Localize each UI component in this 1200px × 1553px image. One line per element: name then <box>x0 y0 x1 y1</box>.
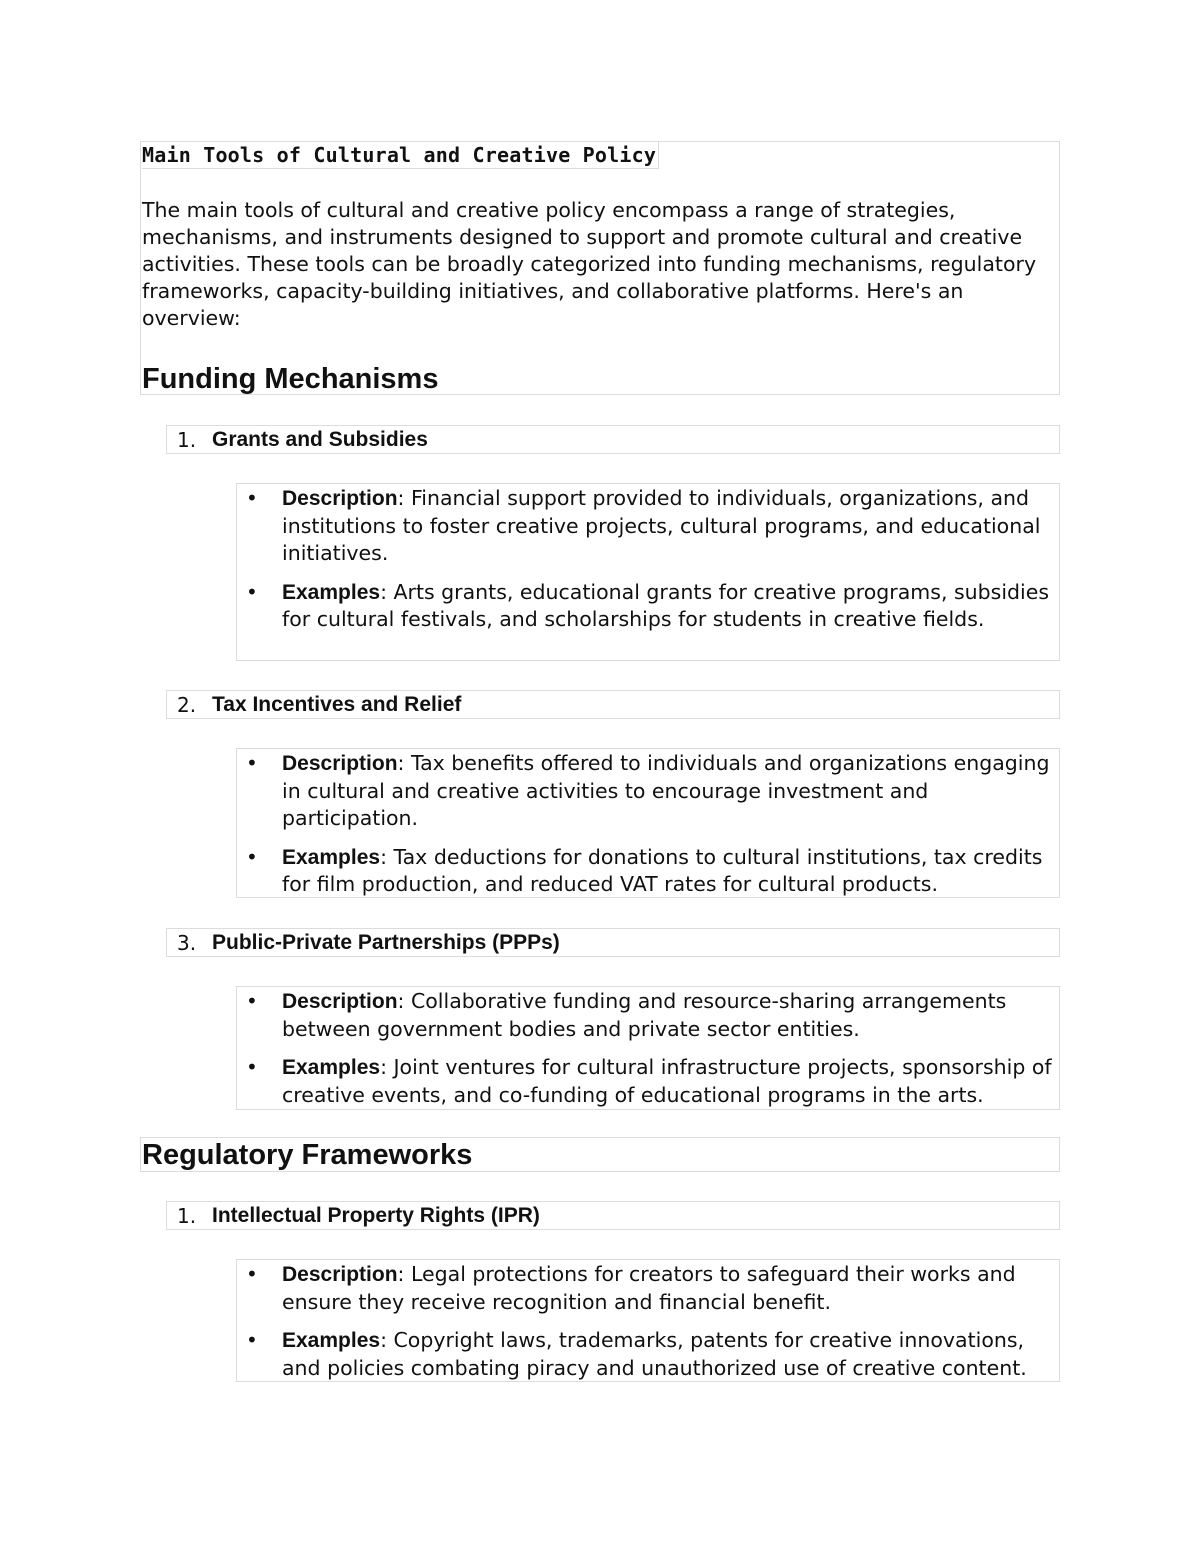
item-number: 3. <box>177 931 197 955</box>
examples-text: : Copyright laws, trademarks, patents for creative innovations, and policies combating piracy and unauthorized use of creative content. <box>282 1328 1027 1380</box>
bullet-icon: • <box>246 1262 258 1286</box>
description-text: : Legal protections for creators to safeguard their works and ensure they receive recognition and financial benefit. <box>282 1262 1016 1314</box>
examples-bullet <box>246 1327 1055 1382</box>
bullet-list <box>236 748 1060 898</box>
examples-bullet <box>246 579 1055 634</box>
item-number: 1. <box>177 428 197 452</box>
bullet-icon: • <box>246 989 258 1013</box>
examples-label: Examples <box>282 845 381 869</box>
description-bullet <box>246 485 1055 568</box>
description-label: Description <box>282 1263 398 1286</box>
bullet-icon: • <box>246 844 258 869</box>
bullet-icon: • <box>246 486 258 510</box>
item-title: Intellectual Property Rights (IPR) <box>212 1204 540 1227</box>
list-item-heading <box>166 1201 1060 1230</box>
section-heading-regulatory: Regulatory Frameworks <box>142 1139 473 1171</box>
list-item-heading <box>166 425 1060 454</box>
examples-bullet <box>246 844 1055 899</box>
item-title: Grants and Subsidies <box>212 428 428 451</box>
examples-label: Examples <box>282 580 381 604</box>
item-title: Public-Private Partnerships (PPPs) <box>212 931 560 954</box>
description-label: Description <box>282 487 398 510</box>
bullet-list <box>236 1259 1060 1382</box>
description-label: Description <box>282 990 398 1013</box>
examples-text: : Joint ventures for cultural infrastructure projects, sponsorship of creative events, and co-funding of educational programs in the arts. <box>282 1055 1052 1107</box>
description-text: : Financial support provided to individuals, organizations, and institutions to foster creative projects, cultural programs, and educational initiatives. <box>282 486 1041 565</box>
item-title: Tax Incentives and Relief <box>212 693 462 716</box>
bullet-list <box>236 483 1060 661</box>
bullet-icon: • <box>246 579 258 604</box>
list-item-heading <box>166 928 1060 957</box>
examples-label: Examples <box>282 1329 381 1352</box>
section-heading-funding: Funding Mechanisms <box>142 363 439 395</box>
bullet-list <box>236 986 1060 1110</box>
examples-text: : Tax deductions for donations to cultural institutions, tax credits for film production, and reduced VAT rates for cultural products. <box>282 844 1043 896</box>
description-text: : Tax benefits offered to individuals and organizations engaging in cultural and creative activities to encourage investment and participation. <box>282 751 1050 830</box>
examples-bullet <box>246 1054 1055 1109</box>
bullet-icon: • <box>246 751 258 775</box>
document-title: Main Tools of Cultural and Creative Policy <box>142 142 659 169</box>
list-item-heading <box>166 690 1060 719</box>
description-bullet <box>246 1261 1055 1316</box>
item-number: 1. <box>177 1204 197 1228</box>
item-number: 2. <box>177 693 197 717</box>
bullet-icon: • <box>246 1328 258 1352</box>
description-bullet <box>246 750 1055 833</box>
description-bullet <box>246 988 1055 1043</box>
examples-text: : Arts grants, educational grants for creative programs, subsidies for cultural festivals, and scholarships for students in creative fields. <box>282 579 1050 631</box>
description-text: : Collaborative funding and resource-sharing arrangements between government bodies and private sector entities. <box>282 989 1007 1041</box>
intro-paragraph: The main tools of cultural and creative policy encompass a range of strategies, mechanisms, and instruments designed to support and promote cultural and creative activities. These tools can be broadly categorized into funding mechanisms, regulatory frameworks, capacity-building initiatives, and collaborative platforms. Here's an overview: <box>142 198 1037 330</box>
examples-label: Examples <box>282 1056 381 1079</box>
description-label: Description <box>282 752 398 775</box>
bullet-icon: • <box>246 1055 258 1079</box>
